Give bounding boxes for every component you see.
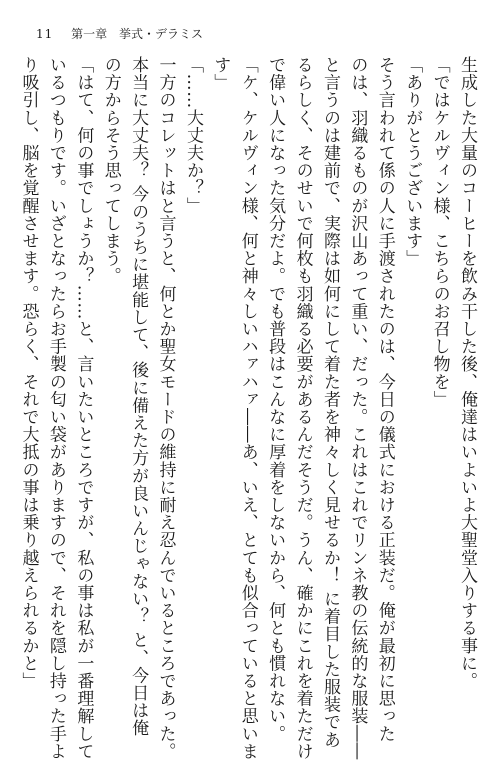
text-line: るらしく、そのせいで何枚も羽織る必要があるんだそうだ。うん、確かにこれを着ただけ xyxy=(292,56,313,760)
chapter-label: 第一章 xyxy=(71,27,108,41)
text-line: と言うのは建前で、実際は如何にして着た者を神々しく見せるか！ に着目した服装であ xyxy=(319,56,340,749)
chapter-title: 挙式・デラミス xyxy=(118,27,203,41)
text-line: 「ありがとうございます」 xyxy=(402,56,423,268)
text-line: 生成した大量のコーヒーを飲み干した後、俺達はいよいよ大聖堂入りする事に。 xyxy=(457,56,477,690)
page-header xyxy=(36,26,203,42)
text-line: で偉い人になった気分だよ。でも普段はこんなに厚着をしないから、何とも慣れない。 xyxy=(265,56,286,743)
text-line: 本当に大丈夫？ 今のうちに堪能して、後に備えた方が良いんじゃない？ と、今日は俺 xyxy=(128,56,149,737)
vertical-text-body xyxy=(18,56,480,760)
text-line: そう言われて係の人に手渡されたのは、今日の儀式における正装だ。俺が最初に思った xyxy=(374,56,395,743)
text-line: り吸引し、脳を覚醒させます。恐らく、それで大抵の事は乗り越えられるかと」 xyxy=(18,56,39,690)
text-line: 「はて、何の事でしょうか？……と、言いたいところですが、私の事は私が一番理解して xyxy=(73,56,94,760)
text-line: す」 xyxy=(210,56,231,92)
text-line: いるつもりです。いざとなったらお手製の匂い袋がありますので、それを隠し持った手よ xyxy=(45,56,66,760)
page-number: 11 xyxy=(36,27,54,41)
text-line: 一方のコレットはと言うと、何とか聖女モードの維持に耐え忍んでいるところであった。 xyxy=(155,56,176,760)
text-line: の方からそう思ってしまう。 xyxy=(100,56,121,285)
text-line: 「……大丈夫か？」 xyxy=(182,56,203,215)
text-line: 「ケ、ケルヴィン様、何と神々しいハァハァ――あ、いえ、とても似合っていると思いま xyxy=(237,56,258,760)
text-line: 「ではケルヴィン様、こちらのお召し物を」 xyxy=(429,56,450,408)
text-line: のは、羽織るものが沢山あって重い、だった。これはこれでリンネ教の伝統的な服装―― xyxy=(347,56,368,760)
